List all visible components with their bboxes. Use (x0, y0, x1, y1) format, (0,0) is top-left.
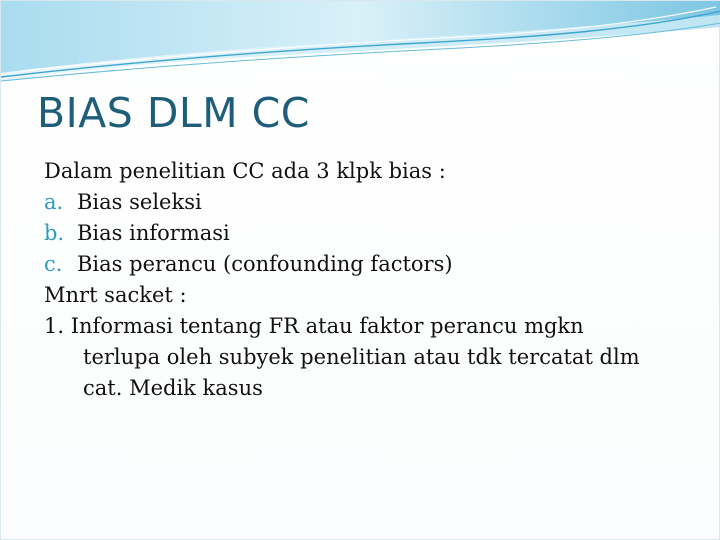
numbered-item-1-line2: terlupa oleh subyek penelitian atau tdk tercatat dlm (83, 345, 640, 369)
list-marker-a: a. (44, 190, 64, 214)
list-marker-b: b. (44, 221, 65, 245)
wave-header-decoration (1, 1, 720, 91)
numbered-item-1 (44, 311, 694, 404)
slide-body (44, 156, 694, 404)
numbered-item-1-line3: cat. Medik kasus (83, 376, 263, 400)
list-item-a (44, 187, 694, 218)
numbered-marker-1: 1. (44, 314, 65, 338)
list-item-c-text: Bias perancu (confounding factors) (77, 252, 453, 276)
list-marker-c: c. (44, 252, 63, 276)
slide-title: BIAS DLM CC (37, 89, 310, 137)
list-item-c (44, 249, 694, 280)
source-note: Mnrt sacket : (44, 283, 187, 307)
list-item-a-text: Bias seleksi (77, 190, 202, 214)
numbered-item-1-line1: Informasi tentang FR atau faktor perancu mgkn (70, 314, 584, 338)
numbered-item-1-first-line (44, 311, 694, 342)
list-item-b (44, 218, 694, 249)
list-item-b-text: Bias informasi (77, 221, 230, 245)
intro-text: Dalam penelitian CC ada 3 klpk bias : (44, 159, 446, 183)
